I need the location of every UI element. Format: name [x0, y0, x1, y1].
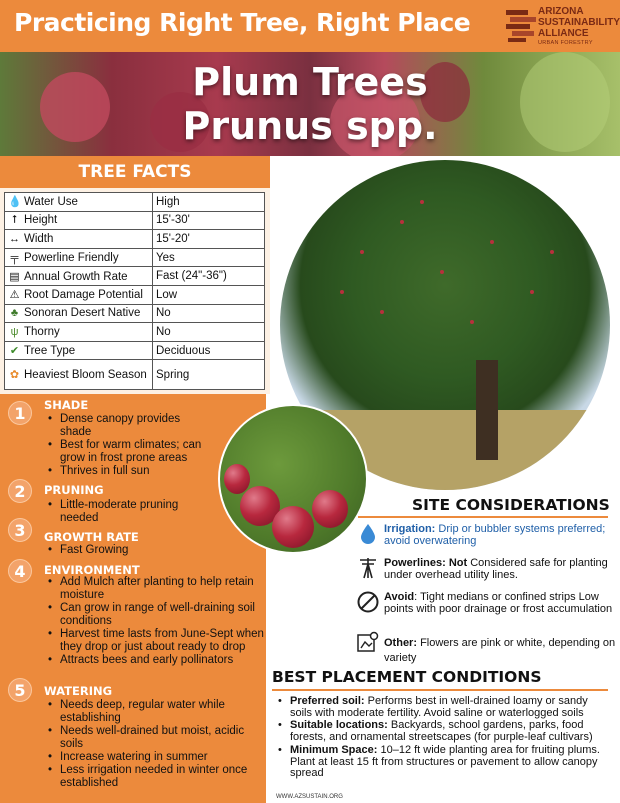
irrigation-note: Irrigation: Drip or bubbler systems preferred; avoid overwatering — [384, 523, 606, 547]
plum-fruit-photo — [218, 404, 368, 554]
list-item: • Minimum Space: 10–12 ft wide planting area for fruiting plums. Plant at least 15 ft from structures or pavement to allow canopy spread — [276, 745, 612, 780]
fact-row: ⭡ Height 15'-30' — [5, 211, 265, 230]
height-arrow-icon: ⭡ — [11, 213, 18, 226]
fact-row: ♣ Sonoran Desert Native No — [5, 304, 265, 323]
section-number-badge: 1 — [8, 401, 32, 425]
tree-icon: ♣ — [10, 307, 19, 320]
width-arrow-icon: ↔ — [9, 232, 20, 245]
section-title-watering: WATERING — [44, 684, 113, 698]
water-drop-icon: 💧 — [8, 196, 22, 209]
watering-list — [44, 699, 264, 790]
footer-url[interactable]: WWW.AZSUSTAIN.ORG — [276, 794, 343, 800]
asa-logo — [506, 6, 620, 48]
banner-title: Practicing Right Tree, Right Place — [14, 8, 471, 37]
list-item: • Dense canopy provides shade — [44, 413, 194, 439]
list-item: • Attracts bees and early pollinators — [44, 654, 264, 667]
powerline-icon: ╤ — [10, 251, 19, 264]
list-item: • Suitable locations: Backyards, school gardens, parks, food forests, and ornamental streetscapes (for purple-leaf cultivars) — [276, 720, 612, 743]
fact-row: ↔ Width 15'-20' — [5, 230, 265, 249]
list-item: • Best for warm climates; can grow in frost prone areas — [44, 439, 224, 465]
logo-text: ARIZONA SUSTAINABILITY ALLIANCE — [538, 6, 620, 39]
logo-mark-icon — [506, 8, 536, 42]
list-item: • Can grow in range of well-draining soil conditions — [44, 602, 264, 628]
growth-rate-list — [44, 544, 264, 557]
section-number-badge: 2 — [8, 479, 32, 503]
other-note: Other: Flowers are pink or white, depending on variety — [384, 637, 616, 664]
section-title-growth-rate: GROWTH RATE — [44, 530, 139, 544]
top-banner — [0, 0, 620, 52]
powerlines-note: Powerlines: Not Considered safe for planting under overhead utility lines. — [384, 557, 608, 581]
fact-row: 💧 Water Use High — [5, 193, 265, 212]
tree-facts-header: TREE FACTS — [0, 156, 270, 188]
fact-row: ⚠ Root Damage Potential Low — [5, 285, 265, 304]
leaf-icon: ✔ — [9, 345, 20, 358]
fact-row: ✔ Tree Type Deciduous — [5, 341, 265, 360]
powerline-icon — [356, 556, 380, 580]
section-number-badge: 3 — [8, 518, 32, 542]
list-item: • Little-moderate pruning needed — [44, 499, 214, 525]
section-title-pruning: PRUNING — [44, 483, 104, 497]
environment-list — [44, 576, 264, 667]
tree-facts-table — [4, 192, 265, 390]
site-considerations-title: SITE CONSIDERATIONS — [412, 496, 610, 514]
best-placement-title: BEST PLACEMENT CONDITIONS — [272, 668, 542, 686]
list-item: • Add Mulch after planting to help retain moisture — [44, 576, 264, 602]
flower-icon: ✿ — [9, 369, 20, 382]
divider — [358, 516, 608, 518]
fact-row: ψ Thorny No — [5, 323, 265, 342]
scientific-name-title: Prunus spp. — [182, 104, 438, 148]
fact-row: ▤ Annual Growth Rate Fast (24"-36") — [5, 267, 265, 286]
section-title-environment: ENVIRONMENT — [44, 563, 140, 577]
list-item: • Fast Growing — [44, 544, 264, 557]
common-name-title: Plum Trees — [192, 60, 428, 104]
other-info-icon — [356, 631, 380, 655]
section-title-shade: SHADE — [44, 398, 89, 412]
cactus-icon: ψ — [10, 325, 19, 338]
divider — [272, 689, 608, 691]
avoid-note: Avoid: Tight medians or confined strips Low points with poor drainage or frost accumulation — [384, 591, 613, 615]
fact-row: ✿ Heaviest Bloom Season Spring — [5, 360, 265, 390]
section-number-badge: 4 — [8, 559, 32, 583]
fact-row: ╤ Powerline Friendly Yes — [5, 248, 265, 267]
hero-plum-image — [0, 52, 620, 156]
list-item: • Less irrigation needed in winter once established — [44, 764, 264, 790]
list-item: • Increase watering in summer — [44, 751, 264, 764]
list-item: • Harvest time lasts from June-Sept when they drop or just about ready to drop — [44, 628, 264, 654]
water-drop-icon — [356, 522, 380, 546]
list-item: • Preferred soil: Performs best in well-drained loamy or sandy soils with moderate fertility. Avoid saline or waterlogged soils — [276, 696, 612, 719]
placement-list — [276, 696, 612, 781]
no-entry-icon — [356, 590, 380, 614]
growth-chart-icon: ▤ — [9, 270, 20, 283]
section-number-badge: 5 — [8, 678, 32, 702]
list-item: • Thrives in full sun — [44, 465, 264, 478]
logo-subtitle: URBAN FORESTRY — [538, 40, 593, 46]
list-item: • Needs well-drained but moist, acidic soils — [44, 725, 264, 751]
warning-icon: ⚠ — [9, 289, 20, 302]
list-item: • Needs deep, regular water while establishing — [44, 699, 264, 725]
